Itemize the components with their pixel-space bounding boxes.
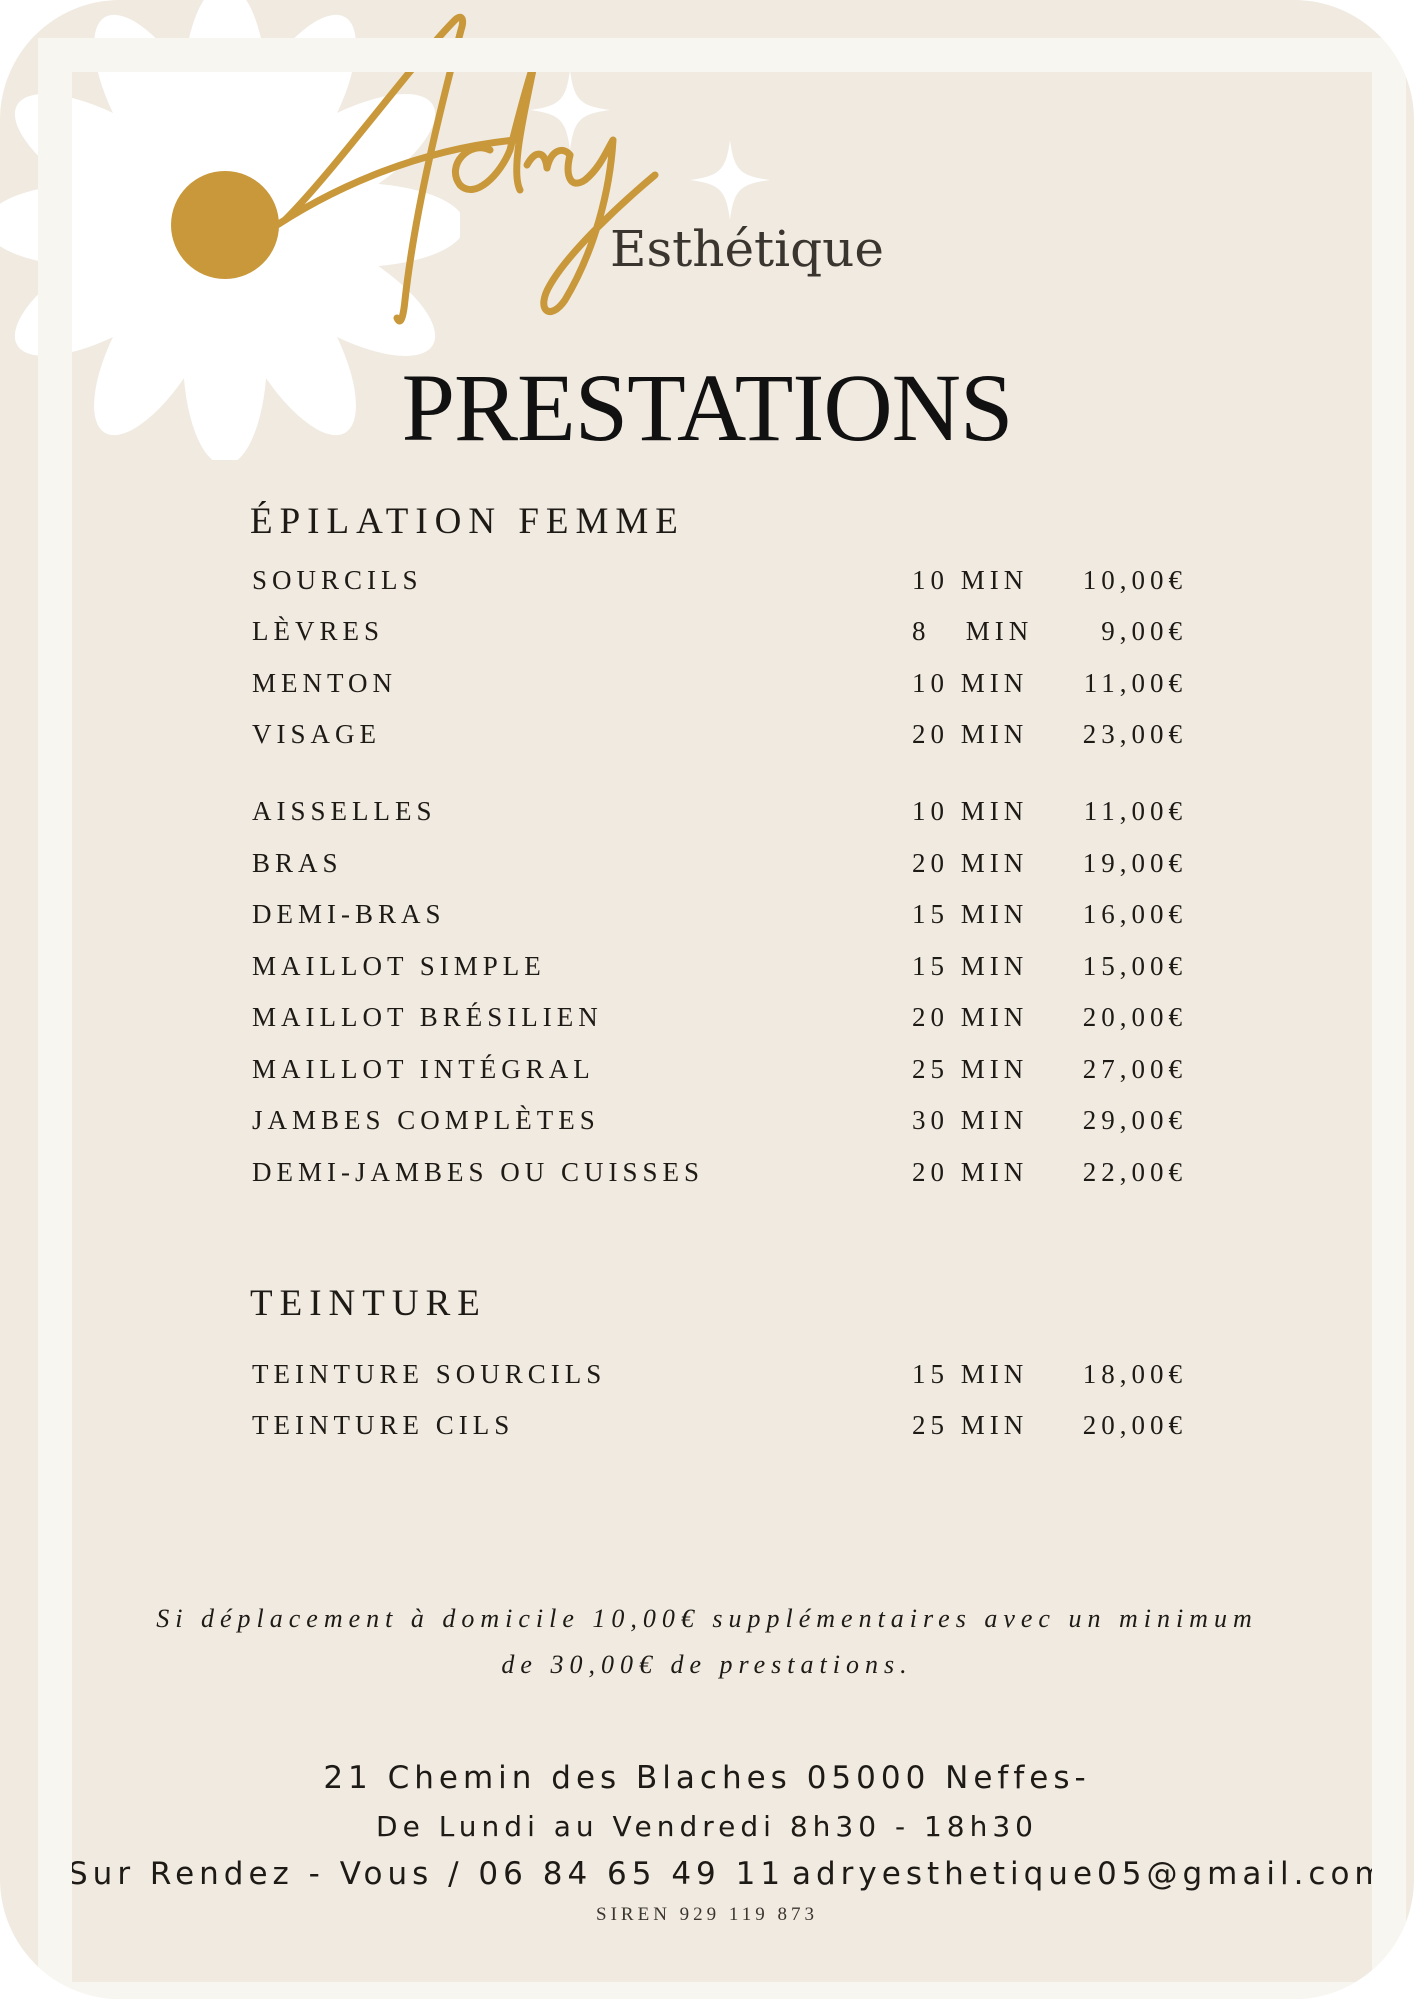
service-duration: 20 MIN — [912, 1002, 1029, 1032]
brand-subtitle: Esthétique — [610, 220, 884, 278]
service-name: MAILLOT INTÉGRAL — [252, 1054, 595, 1084]
service-price: 9,00€ — [1101, 616, 1187, 646]
service-row — [252, 1157, 1187, 1197]
service-row — [252, 951, 1187, 991]
service-row — [252, 1002, 1187, 1042]
service-name: VISAGE — [252, 719, 381, 749]
service-price: 23,00€ — [1082, 719, 1187, 749]
email-address: adryesthetique05@gmail.com — [792, 1856, 1390, 1892]
service-row — [252, 848, 1187, 888]
service-duration: 25 MIN — [912, 1410, 1029, 1440]
service-name: MENTON — [252, 668, 398, 698]
service-price: 20,00€ — [1082, 1002, 1187, 1032]
service-price: 27,00€ — [1082, 1054, 1187, 1084]
service-name: BRAS — [252, 848, 343, 878]
service-row — [252, 1105, 1187, 1145]
brand-logo — [265, 0, 685, 340]
siren-number: SIREN 929 119 873 — [596, 1904, 818, 1925]
service-name: LÈVRES — [252, 616, 385, 646]
service-price: 16,00€ — [1082, 899, 1187, 929]
service-duration: 25 MIN — [912, 1054, 1029, 1084]
service-name: MAILLOT SIMPLE — [252, 951, 546, 981]
opening-hours: De Lundi au Vendredi 8h30 - 18h30 — [376, 1810, 1038, 1843]
service-price: 22,00€ — [1082, 1157, 1187, 1187]
contact-line — [68, 1856, 1390, 1892]
page-title: PRESTATIONS — [401, 354, 1013, 461]
service-row — [252, 616, 1187, 656]
service-duration: 10 MIN — [912, 668, 1029, 698]
service-name: TEINTURE CILS — [252, 1410, 515, 1440]
service-price: 19,00€ — [1082, 848, 1187, 878]
service-name: AISSELLES — [252, 796, 437, 826]
service-price: 18,00€ — [1082, 1359, 1187, 1389]
service-row — [252, 1410, 1187, 1450]
service-name: SOURCILS — [252, 565, 423, 595]
sparkle-icon — [690, 140, 770, 220]
service-row — [252, 796, 1187, 836]
service-row — [252, 719, 1187, 759]
service-duration: 8 MIN — [912, 616, 1034, 646]
service-duration: 10 MIN — [912, 796, 1029, 826]
service-row — [252, 1359, 1187, 1399]
section-title-teinture: TEINTURE — [250, 1283, 487, 1324]
travel-fee-note-line2: de 30,00€ de prestations. — [501, 1650, 913, 1679]
service-row — [252, 899, 1187, 939]
service-name: JAMBES COMPLÈTES — [252, 1105, 600, 1135]
service-name: MAILLOT BRÉSILIEN — [252, 1002, 603, 1032]
service-price: 20,00€ — [1082, 1410, 1187, 1440]
travel-fee-note-line1: Si déplacement à domicile 10,00€ supplémentaires avec un minimum — [156, 1604, 1258, 1633]
service-name: DEMI-BRAS — [252, 899, 446, 929]
service-duration: 15 MIN — [912, 951, 1029, 981]
service-row — [252, 565, 1187, 605]
service-price: 11,00€ — [1083, 796, 1187, 826]
address: 21 Chemin des Blaches 05000 Neffes- — [323, 1760, 1091, 1796]
service-duration: 10 MIN — [912, 565, 1029, 595]
service-name: DEMI-JAMBES OU CUISSES — [252, 1157, 705, 1187]
service-duration: 20 MIN — [912, 1157, 1029, 1187]
service-row — [252, 1054, 1187, 1094]
service-duration: 15 MIN — [912, 899, 1029, 929]
service-price: 11,00€ — [1083, 668, 1187, 698]
service-duration: 15 MIN — [912, 1359, 1029, 1389]
service-row — [252, 668, 1187, 708]
service-duration: 20 MIN — [912, 719, 1029, 749]
service-price: 29,00€ — [1082, 1105, 1187, 1135]
service-name: TEINTURE SOURCILS — [252, 1359, 607, 1389]
service-duration: 20 MIN — [912, 848, 1029, 878]
section-title-epilation: ÉPILATION FEMME — [250, 501, 685, 542]
service-price: 10,00€ — [1082, 565, 1187, 595]
appointment-phone: Sur Rendez - Vous / 06 84 65 49 11 — [68, 1856, 786, 1892]
service-duration: 30 MIN — [912, 1105, 1029, 1135]
travel-fee-note — [140, 1596, 1274, 1688]
service-price: 15,00€ — [1082, 951, 1187, 981]
